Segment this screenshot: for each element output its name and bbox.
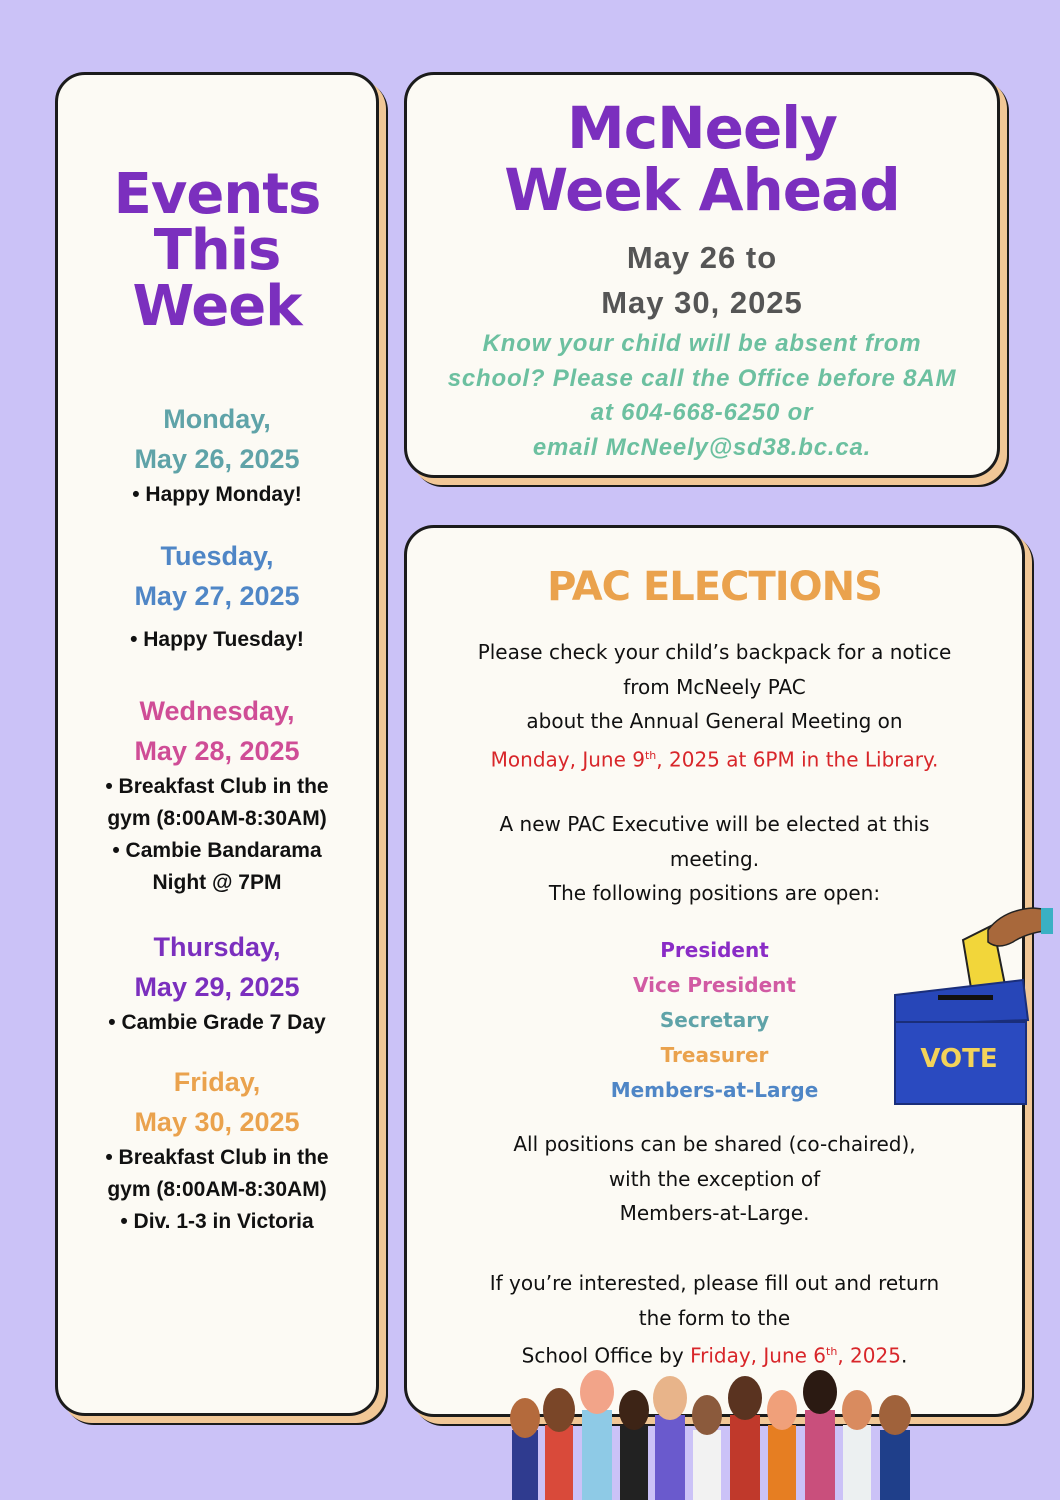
- day-friday: [58, 1062, 376, 1238]
- day-monday: [58, 399, 376, 511]
- event-item: • Cambie Grade 7 Day: [108, 1011, 326, 1034]
- body-line: about the Annual General Meeting on: [526, 709, 903, 733]
- title-line: Week Ahead: [504, 156, 900, 224]
- body-line: Members-at-Large.: [619, 1201, 810, 1225]
- body-line: If you’re interested, please fill out and return: [489, 1271, 940, 1295]
- title-line: McNeely: [566, 94, 837, 162]
- body-line: Please check your child’s backpack for a notice: [477, 640, 952, 664]
- position-treasurer: Treasurer: [660, 1043, 769, 1067]
- vote-label: VOTE: [920, 1044, 998, 1074]
- body-line: the form to the: [638, 1305, 791, 1330]
- ballot-box-icon: [893, 900, 1053, 1110]
- events-card: [55, 72, 379, 1416]
- deadline-line: School Office by Friday, June 6th, 2025.: [521, 1343, 908, 1368]
- absence-notice: [417, 327, 987, 465]
- notice-line: school? Please call the Office before 8AM: [447, 364, 957, 392]
- day-date: May 27, 2025: [134, 581, 300, 611]
- day-name: Wednesday,: [139, 696, 295, 726]
- pac-title: PAC ELECTIONS: [547, 564, 882, 610]
- day-name: Tuesday,: [160, 541, 274, 571]
- day-name: Friday,: [173, 1067, 261, 1097]
- date-line: May 30, 2025: [601, 285, 803, 320]
- header-card: [404, 72, 1000, 478]
- body-line: from McNeely PAC: [623, 674, 806, 699]
- day-date: May 26, 2025: [134, 444, 300, 474]
- day-name: Monday,: [163, 404, 271, 434]
- event-item: • Happy Tuesday!: [130, 628, 304, 651]
- events-title-line: This: [153, 218, 281, 283]
- day-wednesday: [58, 691, 376, 899]
- pac-exec: [427, 807, 1002, 911]
- meeting-date: Monday, June 9th, 2025 at 6PM in the Library.: [490, 747, 939, 772]
- position-president: President: [660, 938, 769, 962]
- pac-shared-note: [427, 1127, 1002, 1231]
- page-title: [407, 94, 997, 224]
- notice-line: email McNeely@sd38.bc.ca.: [532, 433, 872, 461]
- pac-deadline: [427, 1266, 1002, 1373]
- day-date: May 28, 2025: [134, 736, 300, 766]
- position-vice-president: Vice President: [633, 973, 796, 997]
- position-secretary: Secretary: [659, 1008, 770, 1032]
- date-line: May 26 to: [626, 240, 778, 275]
- notice-line: Know your child will be absent from: [482, 330, 922, 357]
- pac-intro: [427, 635, 1002, 777]
- day-date: May 29, 2025: [134, 972, 300, 1002]
- position-members-at-large: Members-at-Large: [610, 1078, 819, 1102]
- event-item: • Breakfast Club in the: [105, 1146, 329, 1169]
- week-dates: [407, 235, 997, 325]
- notice-line: at 604-668-6250 or: [590, 399, 814, 426]
- event-item: • Happy Monday!: [132, 483, 302, 506]
- day-tuesday: [58, 536, 376, 656]
- event-item: • Cambie Bandarama: [112, 839, 322, 862]
- events-title: [58, 162, 376, 339]
- body-line: A new PAC Executive will be elected at this: [499, 812, 930, 836]
- body-line: meeting.: [669, 846, 760, 871]
- body-line: All positions can be shared (co-chaired),: [513, 1132, 916, 1156]
- raised-hands-icon: [500, 1370, 930, 1500]
- day-thursday: [58, 927, 376, 1039]
- event-item: • Div. 1-3 in Victoria: [120, 1210, 314, 1233]
- body-line: with the exception of: [608, 1166, 821, 1191]
- event-item: gym (8:00AM-8:30AM): [107, 1178, 327, 1201]
- event-item: gym (8:00AM-8:30AM): [107, 807, 327, 830]
- events-title-line: Events: [113, 162, 321, 227]
- day-name: Thursday,: [153, 932, 281, 962]
- day-date: May 30, 2025: [134, 1107, 300, 1137]
- events-title-line: Week: [132, 274, 302, 339]
- event-item: Night @ 7PM: [152, 871, 282, 894]
- body-line: The following positions are open:: [548, 881, 881, 905]
- event-item: • Breakfast Club in the: [105, 775, 329, 798]
